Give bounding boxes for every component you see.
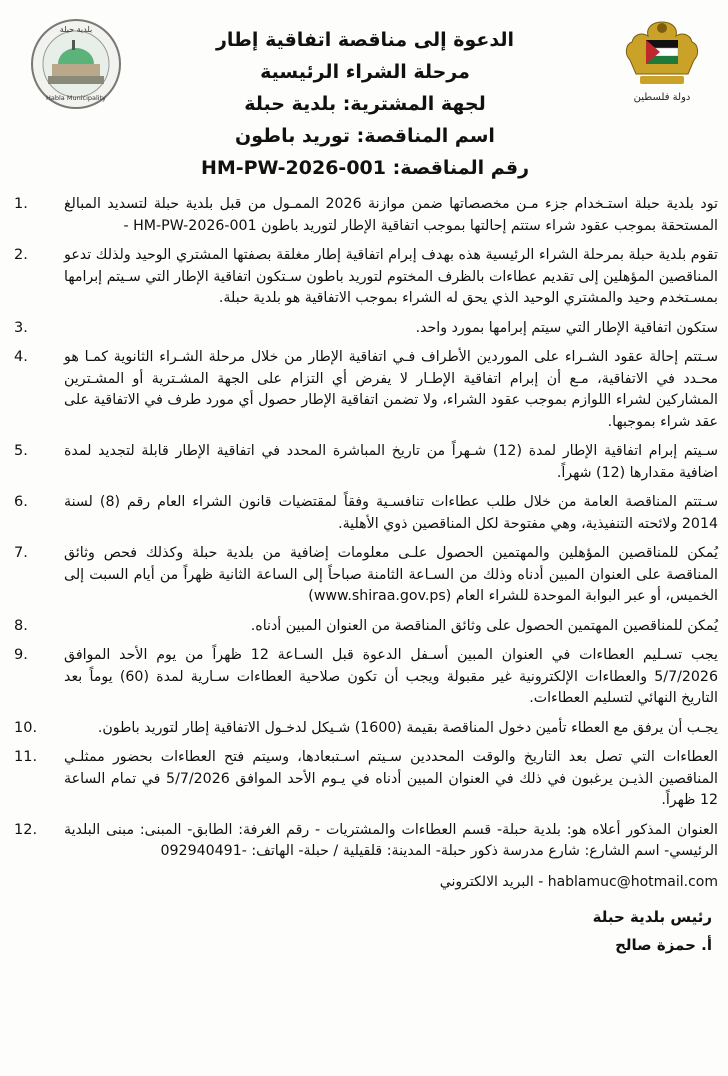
purchasing-entity: لجهة المشترية: بلدية حبلة [244, 93, 486, 115]
item-text: العطاءات التي تصل بعد التاريخ والوقت المحددين سـيتم اسـتبعادها، وسيتم فتح العطاءات بحضور ممثلـي المناقصين الذيـن يرغبون في ذلك في العنوان المبين أدناه في يـوم الأحد الموافق 5/7/2026 في تمام الساعة 12 ظهراً. [64, 749, 718, 808]
item-number: 12. [14, 821, 38, 838]
item-number: 7. [14, 545, 28, 561]
logo-title: بلدية حبلة [59, 25, 93, 34]
item-number: 10. [14, 719, 38, 736]
tender-number-line [132, 152, 598, 184]
palestine-emblem-icon [616, 14, 708, 110]
item-number: 6. [14, 494, 28, 510]
item-text: يجب تسـليم العطاءات في العنوان المبين أسـفل الدعوة قبل السـاعة 12 ظهراً من يوم الأحد الموافق 5/7/2026 والعطاءات الإلكترونية غير مقبولة ويجب أن تكون صلاحية العطاءات سـارية لمدة (60) يوماً بعد التاريخ النهائي لتسليم العطاءات. [64, 647, 719, 706]
list-item [12, 820, 718, 863]
list-item [12, 347, 718, 433]
list-item [12, 543, 718, 608]
item-number: 9. [14, 647, 28, 663]
announcement-title: الدعوة إلى مناقصة اتفاقية إطار [215, 29, 515, 51]
item-text: العنوان المذكور أعلاه هو: بلدية حبلة- قسم العطاءات والمشتريات - رقم الغرفة: الطابق- المبنى: مبنى البلدية الرئيسي- اسم الشارع: شارع مدرسة ذكور حبلة- المدينة: قلقيلية / حبلة- الهاتف: -092940491 [64, 821, 718, 859]
terms-list [12, 194, 718, 863]
tender-name: اسم المناقصة: توريد باطون [235, 125, 495, 147]
email-address[interactable]: hablamuc@hotmail.com [547, 873, 718, 890]
list-item [12, 245, 718, 310]
list-item [12, 718, 718, 740]
list-item [12, 492, 718, 535]
header [12, 6, 718, 194]
item-number: 2. [14, 247, 28, 263]
list-item [12, 645, 718, 710]
item-text: تقوم بلدية حبلة بمرحلة الشراء الرئيسية هذه بهدف إبرام اتفاقية إطار مغلقة بصفتها المشتري الوحيد ولذلك تدعو المناقصين المؤهلين إلى تقديم عطاءات بالظرف المختوم لتوريد باطون سـتكون اتفاقية الإطار التي سـيتم إبرامها بمسـتخدم وحيد والمشتري الوحيد الذي يحق له الشراء بموجب الاتفاقية هو بلدية حبلة. [64, 247, 718, 306]
item-number: 5. [14, 443, 28, 459]
item-number: 3. [14, 319, 28, 336]
list-item [12, 747, 718, 812]
item-text: سـتتم المناقصة العامة من خلال طلب عطاءات تنافسـية وفقاً لمقتضيات قانون الشراء العام رقم (8) لسنة 2014 ولائحته التنفيذية، وهي مفتوحة لكل المناقصين ذوي الأهلية. [64, 494, 718, 532]
signatory-title: رئيس بلدية حبلة [592, 907, 712, 926]
list-item [12, 194, 718, 237]
list-item [12, 441, 718, 484]
email-label: - البريد الالكتروني [439, 873, 544, 890]
item-text: يجـب أن يرفق مع العطاء تأمين دخول المناقصة بقيمة (1600) شـيكل لدخـول الاتفاقية إطار لتوريد باطون. [97, 719, 718, 736]
habla-municipality-logo [28, 16, 124, 112]
item-text: يُمكن للمناقصين المؤهلين والمهتمين الحصول علـى معلومات إضافية من بلدية حبلة وكذلك فحص وثائق المناقصة على العنوان المبين أدناه وذلك من السـاعة الثامنة صباحاً إلى الساعة الثانية ظهراً من أيام السبت إلى الخميس، أو عبر البوابة الموحدة للشراء العام (www.shiraa.gov.ps) [64, 545, 718, 604]
logo-caption: Habla Municipality [45, 94, 107, 102]
procurement-stage: مرحلة الشراء الرئيسية [260, 61, 470, 83]
emblem-caption: دولة فلسطين [633, 92, 691, 103]
tender-number: HM-PW-2026-001 [200, 157, 386, 179]
item-text: سـتتم إحالة عقود الشـراء على الموردين الأطراف فـي اتفاقية الإطار من خلال مرحلة الشـراء الثانوية كمـا هو محـدد في الاتفاقية، مـع أن إبرام اتفاقية الإطـار لا يفرض أي التزام على الجهة المشـترية أو المشـترين المشاركين لشراء اللوازم بموجب عقود الشراء، ولا تضمن اتفاقية الإطار حصول أي مورد طرف في الاتفاقية على عقد شراء بموجبها. [64, 349, 718, 430]
item-text: تود بلدية حبلة استـخدام جزء مـن مخصصاتها ضمن موازنة 2026 الممـول من قبل بلدية حبلة لتسديد المبالغ المستحقة بموجب عقود شراء ستتم إحالتها بموجب اتفاقية الإطار لتوريد باطون HM-PW-2026-001 - [64, 196, 718, 234]
signatory-name: أ. حمزة صالح [615, 935, 712, 954]
item-number: 1. [14, 196, 28, 212]
item-number: 8. [14, 617, 28, 634]
list-item [12, 616, 718, 638]
item-text: يُمكن للمناقصين المهتمين الحصول على وثائق المناقصة من العنوان المبين أدناه. [250, 617, 718, 634]
tender-number-label: رقم المناقصة: [392, 157, 530, 179]
item-number: 11. [14, 749, 38, 765]
list-item [12, 318, 718, 340]
item-number: 4. [14, 349, 28, 365]
item-text: ستكون اتفاقية الإطار التي سيتم إبرامها بمورد واحد. [415, 319, 718, 336]
item-text: سـيتم إبرام اتفاقية الإطار لمدة (12) شـهراً من تاريخ المباشرة المحدد في اتفاقية الإطار قابلة لتجديد لمدة اضافية مقدارها (12) شهراً. [64, 443, 718, 481]
email-line [12, 871, 718, 893]
signature-block [12, 903, 718, 959]
title-block [132, 24, 598, 184]
